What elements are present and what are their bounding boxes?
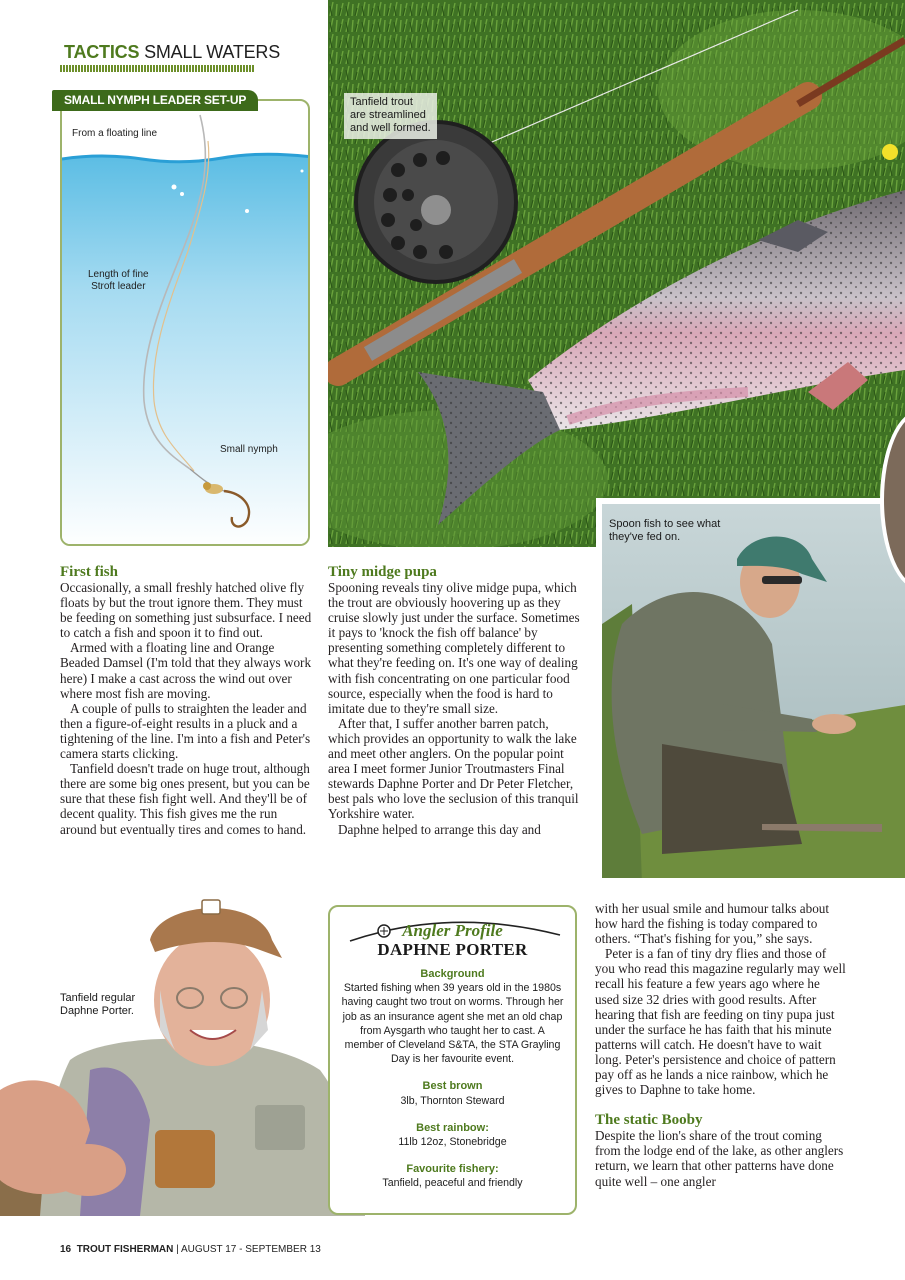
col3-paragraph: with her usual smile and humour talks about how hard the fishing is today compared to others. “That's fishing for you,” she says. — [595, 901, 830, 947]
portrait-photo — [0, 880, 370, 1216]
label-small-nymph: Small nymph — [220, 444, 278, 455]
caption-portrait — [60, 992, 135, 1018]
column-2 — [328, 564, 580, 837]
profile-name: DAPHNE PORTER — [377, 940, 528, 959]
caption-trout-line-3: and well formed. — [350, 122, 431, 134]
page-number: 16 — [60, 1244, 72, 1255]
heading-tiny-midge-pupa: Tiny midge pupa — [328, 564, 437, 580]
col2-paragraph: Spooning reveals tiny olive midge pupa, which the trout are obviously hoovering up as they cruise slowly just under the surface. Sometimes it pays to 'knock the fish off balance' by presenting something completely different to what they're feeding on. It's one way of dealing with fish concentrating on one particular food source, especially when the food is hard to imitate due to they're small size. — [328, 580, 580, 716]
column-1 — [60, 564, 312, 837]
caption-portrait-line-2: Daphne Porter. — [60, 1005, 134, 1017]
trout-photo-art — [328, 0, 905, 547]
col1-paragraph: Tanfield doesn't trade on huge trout, although there are some big ones present, but you can be sure that these fish fight well. And they'll be of decent quality. This fish gives me the run around but eventually tires and comes to hand. — [60, 761, 310, 837]
col2-paragraph: Daphne helped to arrange this day and — [338, 821, 541, 837]
angler-photo — [596, 498, 905, 878]
portrait-photo-art — [0, 880, 370, 1216]
angler-profile-box — [328, 905, 577, 1215]
section-kicker — [64, 42, 280, 63]
caption-trout — [344, 93, 437, 139]
col1-paragraph: A couple of pulls to straighten the leader and then a figure-of-eight results in a pluck and a tightening of the line. I'm into a fish and Peter's camera starts clicking. — [60, 700, 311, 762]
kicker-rule — [60, 65, 254, 72]
caption-trout-line-2: are streamlined — [350, 109, 426, 121]
profile-best-brown: 3lb, Thornton Steward — [400, 1094, 505, 1107]
col1-paragraph: Armed with a floating line and Orange Beaded Damsel (I'm told that they always work here) I make a cast across the wind out over where most fish are moving. — [60, 640, 312, 701]
page-footer: 16 TROUT FISHERMAN | AUGUST 17 - SEPTEMBER 13 — [60, 1244, 321, 1255]
magazine-name: TROUT FISHERMAN — [76, 1244, 174, 1255]
issue-date: AUGUST 17 - SEPTEMBER 13 — [180, 1244, 321, 1255]
label-leader — [88, 269, 149, 293]
caption-spoon-line-2: they've fed on. — [609, 531, 681, 543]
caption-portrait-line-1: Tanfield regular — [60, 992, 136, 1004]
col2-paragraph: After that, I suffer another barren patch, which provides an opportunity to walk the lake and meet other anglers. On the popular point area I meet former Junior Troutmasters Final stewards Daphne Porter and Dr Peter Fletcher, best pals who love the seclusion of this tranquil Yorkshire water. — [328, 715, 579, 822]
trout-photo — [328, 0, 905, 547]
profile-body — [340, 967, 565, 1191]
caption-spoon-line-1: Spoon fish to see what — [609, 518, 721, 530]
kicker-rest: SMALL WATERS — [144, 42, 281, 62]
col3-paragraph: Peter is a fan of tiny dry flies and those of you who read this magazine regularly may well recall his feature a few years ago where he used size 32 dries with good results. After hearing that fish are feeding on tiny pupa just under the surface he has faith that his minute patterns will catch. He doesn't have to wait long. Peter's persistence and choice of pattern pay off as he lands a nice rainbow, which he gives to Daphne to take home. — [595, 946, 846, 1098]
col3-paragraph: Despite the lion's share of the trout coming from the lodge end of the lake, as other anglers return, we learn that other patterns have done quite well – one angler — [595, 1128, 844, 1189]
profile-fav-label: Favourite fishery: — [406, 1163, 499, 1176]
profile-background-text: Started fishing when 39 years old in the 1980s having caught two trout on worms. Through her job as an insurance agent she met an old chap from Aysgarth who taught her to cast. A member of Cleveland S&TA, the STA Grayling Day is her favourite event. — [341, 982, 564, 1066]
label-floating-line: From a floating line — [72, 128, 158, 139]
kicker-bold: TACTICS — [64, 42, 140, 62]
profile-best-rainbow-label: Best rainbow: — [416, 1121, 489, 1134]
column-3 — [595, 901, 847, 1189]
caption-trout-line-1: Tanfield trout — [350, 96, 413, 108]
caption-spoon — [609, 518, 720, 544]
profile-fav: Tanfield, peaceful and friendly — [382, 1177, 523, 1190]
heading-static-booby: The static Booby — [595, 1112, 703, 1129]
angler-photo-art — [602, 504, 905, 878]
diagram-tab: SMALL NYMPH LEADER SET-UP — [52, 90, 258, 111]
profile-best-brown-label: Best brown — [422, 1080, 483, 1093]
leader-diagram-art — [62, 101, 310, 546]
profile-title: Angler Profile — [402, 921, 503, 940]
col1-paragraph: Occasionally, a small freshly hatched olive fly floats by but the trout ignore them. They must be feeding on something just subsurface. I need to catch a fish and spoon it to find out. — [60, 580, 312, 641]
profile-background-label: Background — [420, 968, 485, 980]
profile-best-rainbow: 11lb 12oz, Stonebridge — [398, 1136, 507, 1149]
heading-first-fish: First fish — [60, 564, 118, 580]
label-leader-line-1: Length of fine — [88, 269, 149, 280]
label-leader-line-2: Stroft leader — [91, 281, 146, 292]
leader-diagram — [60, 99, 310, 546]
